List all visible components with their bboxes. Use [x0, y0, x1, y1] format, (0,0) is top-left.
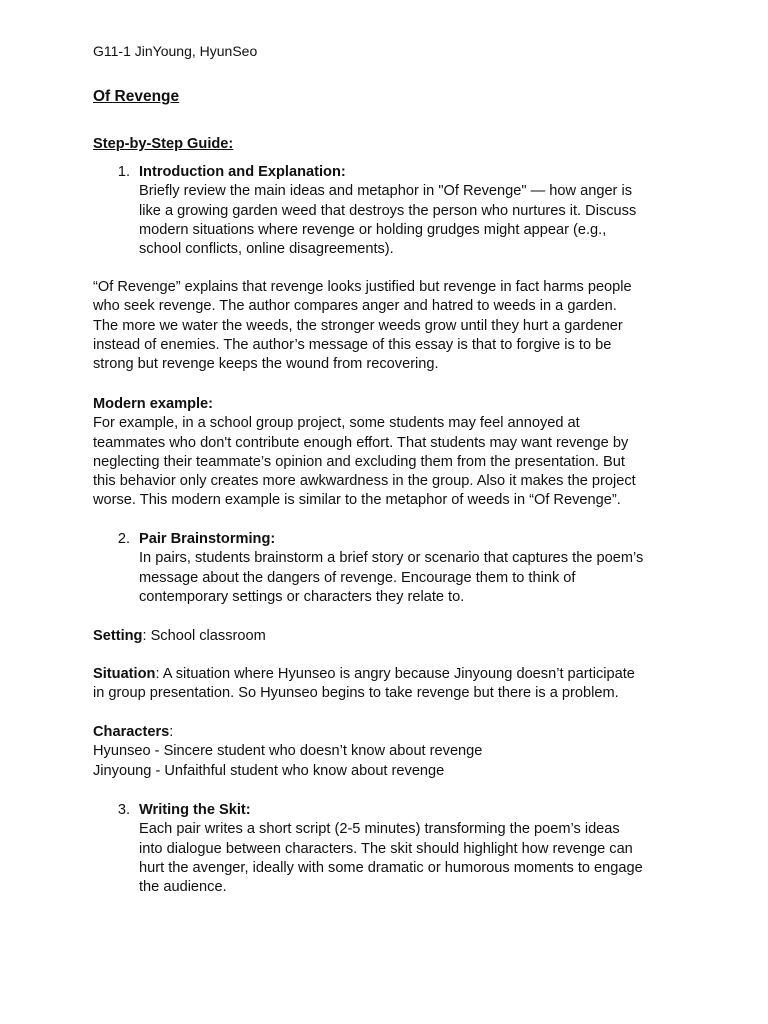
- summary-line: instead of enemies. The author’s message of this essay is that to forgive is to be: [93, 336, 612, 353]
- guide-heading: Step-by-Step Guide:: [93, 136, 234, 152]
- step3-line: Each pair writes a short script (2-5 minutes) transforming the poem’s ideas: [139, 821, 620, 838]
- situation-text: : A situation where Hyunseo is angry because Jinyoung doesn’t participate: [155, 666, 635, 682]
- setting-line: [93, 627, 683, 646]
- summary-paragraph: [93, 278, 683, 374]
- step1-line: school conflicts, online disagreements).: [139, 241, 394, 258]
- step3-line: the audience.: [139, 879, 227, 896]
- step2-line: In pairs, students brainstorm a brief story or scenario that captures the poem’s: [139, 550, 644, 567]
- modern-example-line: neglecting their teammate’s opinion and excluding them from the presentation. But: [93, 453, 625, 470]
- step3-heading: Writing the Skit:: [139, 802, 251, 818]
- modern-example-line: worse. This modern example is similar to the metaphor of weeds in “Of Revenge”.: [93, 492, 621, 509]
- modern-example-line: teammates who don't contribute enough effort. That students may want revenge by: [93, 434, 629, 451]
- step1-line: modern situations where revenge or holding grudges might appear (e.g.,: [139, 221, 607, 238]
- summary-line: “Of Revenge” explains that revenge looks justified but revenge in fact harms people: [93, 279, 632, 295]
- character-item: Jinyoung - Unfaithful student who know about revenge: [93, 762, 445, 779]
- step1-line: Briefly review the main ideas and metaphor in "Of Revenge" — how anger is: [139, 183, 633, 200]
- setting-label: Setting: [93, 628, 143, 644]
- situation-text: in group presentation. So Hyunseo begins to take revenge but there is a problem.: [93, 685, 619, 702]
- author-line: G11-1 JinYoung, HyunSeo: [93, 43, 258, 59]
- modern-example-section: [93, 395, 683, 511]
- step2-line: contemporary settings or characters they relate to.: [139, 588, 465, 605]
- step1-line: like a growing garden weed that destroys the person who nurtures it. Discuss: [139, 202, 637, 219]
- step3-line: hurt the avenger, ideally with some dramatic or humorous moments to engage: [139, 859, 643, 876]
- situation-label: Situation: [93, 666, 156, 682]
- step1-section: [139, 163, 699, 259]
- situation-section: [93, 665, 683, 704]
- modern-example-heading: Modern example:: [93, 396, 214, 412]
- step2-line: message about the dangers of revenge. Encourage them to think of: [139, 569, 576, 586]
- summary-line: The more we water the weeds, the stronger weeds grow until they hurt a gardener: [93, 317, 623, 334]
- page-title: Of Revenge: [93, 88, 180, 105]
- modern-example-line: this behavior only creates more awkwardness in the group. Also it makes the project: [93, 473, 636, 490]
- setting-value: : School classroom: [142, 628, 266, 644]
- summary-line: strong but revenge keeps the wound from recovering.: [93, 356, 439, 373]
- modern-example-line: For example, in a school group project, some students may feel annoyed at: [93, 415, 580, 432]
- characters-colon: :: [169, 724, 174, 740]
- step3-section: [139, 801, 699, 897]
- step1-heading: Introduction and Explanation:: [139, 164, 346, 180]
- character-item: Hyunseo - Sincere student who doesn’t know about revenge: [93, 743, 483, 760]
- characters-label: Characters: [93, 724, 170, 740]
- characters-section: [93, 723, 683, 781]
- summary-line: who seek revenge. The author compares anger and hatred to weeds in a garden.: [93, 298, 617, 315]
- step2-number: 2.: [117, 531, 130, 547]
- step3-line: into dialogue between characters. The skit should highlight how revenge can: [139, 840, 633, 857]
- step1-number: 1.: [117, 164, 130, 180]
- step2-section: [139, 530, 699, 607]
- step3-number: 3.: [117, 802, 130, 818]
- step2-heading: Pair Brainstorming:: [139, 531, 276, 547]
